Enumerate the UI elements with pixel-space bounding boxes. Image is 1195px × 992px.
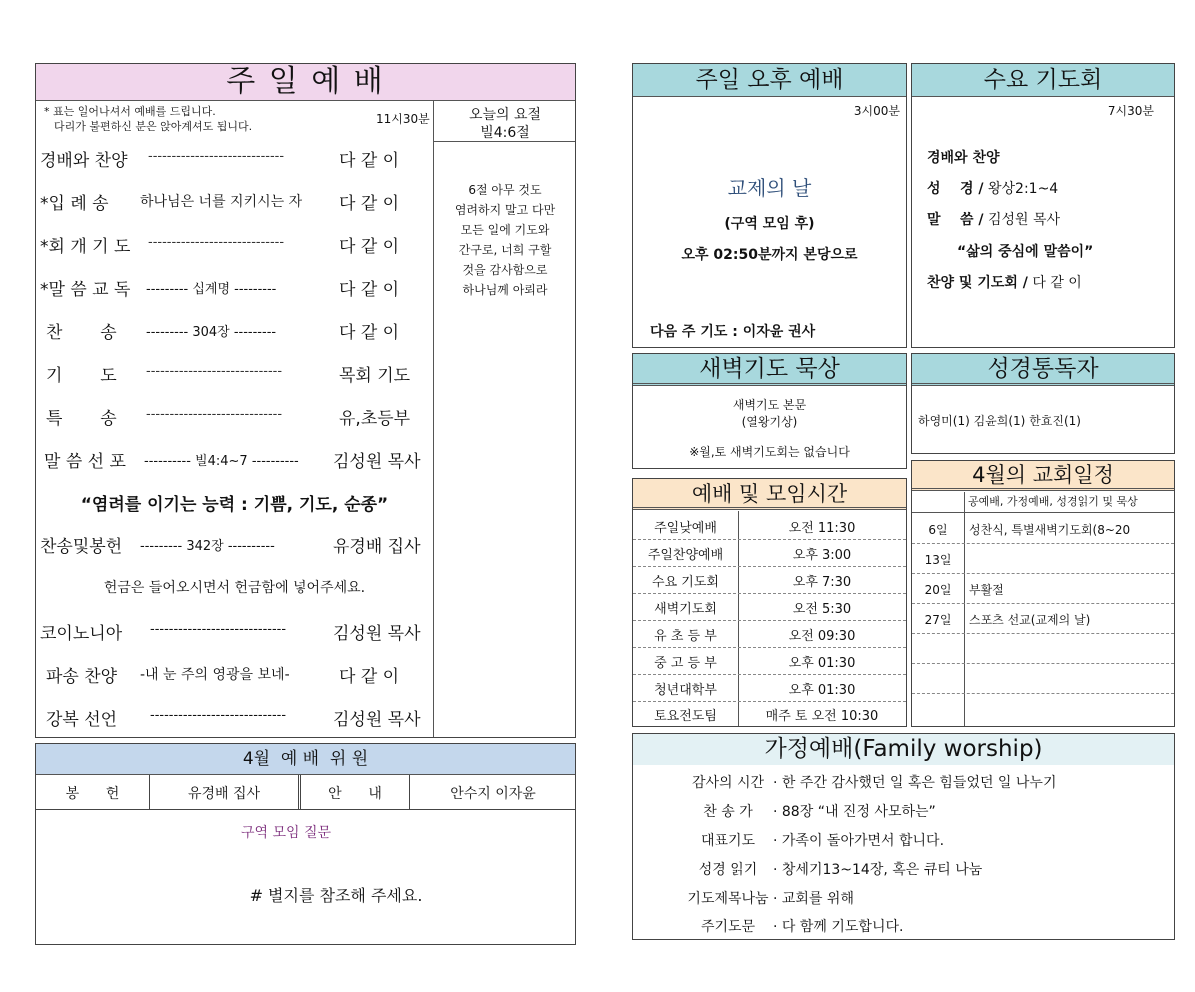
- wednesday-line4: “삶의 중심에 말씀이”: [957, 244, 1094, 260]
- worship-time: 11시30분: [376, 112, 430, 126]
- meeting-times-panel: [632, 478, 907, 727]
- dawn-line2: (열왕기상): [741, 415, 798, 429]
- order-middle: -----------------------------: [148, 235, 285, 250]
- order-label: *회 개 기 도: [40, 237, 131, 257]
- order-middle: --------- 십계명 ---------: [146, 282, 277, 297]
- key-verse-text: [433, 180, 577, 300]
- family-row-text: · 다 함께 기도합니다.: [773, 919, 904, 935]
- family-row-label: 주기도문: [700, 919, 756, 935]
- wednesday-prayer-title: 수요 기도회: [912, 64, 1174, 97]
- calendar-event: 스포츠 선교(교제의 날): [969, 613, 1091, 627]
- calendar-row: [912, 633, 1174, 664]
- order-label: 기 도: [46, 366, 117, 386]
- meeting-row: [633, 512, 906, 540]
- order-middle: ---------- 빌4:4~7 ----------: [144, 454, 299, 469]
- calendar-day: 20일: [924, 583, 952, 597]
- wednesday-line5-value: 다 같 이: [1032, 275, 1082, 291]
- meeting-time: 오전 11:30: [788, 521, 856, 536]
- key-verse-line: 간구로, 너희 구할: [458, 243, 552, 257]
- key-verse-reference: 빌4:6절: [480, 125, 530, 141]
- order-row: [40, 232, 432, 256]
- meeting-row: [633, 674, 906, 702]
- family-row: [633, 913, 1174, 938]
- order-right: 김성원 목사: [333, 452, 421, 472]
- meeting-name: 주일낮예배: [654, 521, 717, 536]
- family-row: [633, 826, 1174, 853]
- calendar-day: 13일: [924, 553, 952, 567]
- april-calendar-title: 4월의 교회일정: [912, 461, 1174, 491]
- afternoon-sub2: 오후 02:50분까지 본당으로: [681, 247, 858, 263]
- committee-row: [36, 775, 575, 810]
- afternoon-sub1: (구역 모임 후): [724, 216, 815, 232]
- meeting-name: 유 초 등 부: [654, 629, 717, 644]
- benediction-row: [40, 705, 432, 729]
- calendar-row: [912, 543, 1174, 574]
- meeting-row: [633, 701, 906, 726]
- dawn-note: ※월,토 새벽기도회는 없습니다: [689, 445, 850, 459]
- order-right: 다 같 이: [339, 194, 400, 214]
- order-row: [40, 361, 432, 385]
- wednesday-line3-value: 김성원 목사: [988, 212, 1061, 228]
- offering-row: [40, 532, 432, 556]
- koinonia-label: 코이노니아: [40, 624, 123, 644]
- sending-label: 파송 찬양: [46, 667, 118, 687]
- family-row-label: 기도제목나눔: [687, 891, 769, 907]
- calendar-row: [912, 573, 1174, 604]
- wednesday-line5: [927, 272, 1082, 292]
- benediction-middle: -----------------------------: [150, 708, 287, 723]
- order-middle: -----------------------------: [146, 364, 283, 379]
- sending-middle: -내 눈 주의 영광을 보네-: [140, 667, 290, 683]
- order-label: *입 례 송: [40, 194, 109, 214]
- calendar-row: [912, 603, 1174, 634]
- meeting-time: 오후 7:30: [792, 575, 852, 590]
- bible-readers-panel: [911, 353, 1175, 454]
- family-row: [633, 797, 1174, 824]
- meeting-time: 오전 09:30: [788, 629, 856, 644]
- afternoon-worship-title: 주일 오후 예배: [633, 64, 906, 97]
- afternoon-worship-panel: [632, 63, 907, 348]
- offering-middle: --------- 342장 ----------: [140, 539, 275, 554]
- standing-note-2: 다리가 불편하신 분은 앉아계셔도 됩니다.: [54, 120, 253, 133]
- dawn-line1: 새벽기도 본문: [732, 398, 807, 412]
- family-row-text: · 88장 “내 진정 사모하는”: [773, 804, 936, 820]
- meeting-time: 오후 01:30: [788, 656, 856, 671]
- key-verse-line: 모든 일에 기도와: [460, 223, 550, 237]
- order-label: 경배와 찬양: [40, 151, 128, 171]
- dawn-prayer-panel: [632, 353, 907, 469]
- benediction-right: 김성원 목사: [333, 710, 421, 730]
- offering-label: 찬송및봉헌: [40, 537, 123, 557]
- calendar-event: 부활절: [969, 583, 1004, 597]
- wednesday-line3-label: 말 씀 /: [927, 212, 984, 228]
- meeting-name: 중 고 등 부: [654, 656, 717, 671]
- wednesday-prayer-time: 7시30분: [1107, 104, 1154, 118]
- meeting-times-title: 예배 및 모임시간: [633, 479, 906, 510]
- usher-duty-people: 안수지 이자윤: [450, 786, 536, 802]
- sunday-worship-panel: [35, 63, 576, 738]
- order-row: [40, 404, 432, 428]
- family-row-label: 감사의 시간: [691, 775, 765, 791]
- family-row-text: · 가족이 돌아가면서 합니다.: [773, 833, 945, 849]
- order-middle: -----------------------------: [148, 149, 285, 164]
- order-label: 찬 송: [46, 323, 117, 343]
- afternoon-worship-time: 3시00분: [853, 104, 900, 118]
- wednesday-prayer-panel: [911, 63, 1175, 348]
- group-question-note: # 별지를 참조해 주세요.: [249, 886, 423, 905]
- family-row-label: 찬 송 가: [703, 804, 753, 820]
- standing-note-1: * 표는 일어나셔서 예배를 드립니다.: [44, 105, 216, 118]
- calendar-day: 27일: [924, 613, 952, 627]
- family-row-label: 대표기도: [700, 833, 756, 849]
- order-row: [40, 146, 432, 170]
- afternoon-event: 교제의 날: [727, 176, 812, 200]
- calendar-row: [912, 513, 1174, 544]
- key-verse-line: 것을 감사함으로: [462, 263, 548, 277]
- offering-duty-label: 봉 헌: [65, 786, 120, 802]
- family-row-text: · 창세기13~14장, 혹은 큐티 나눔: [773, 862, 983, 878]
- koinonia-middle: -----------------------------: [150, 622, 287, 637]
- order-right: 다 같 이: [339, 151, 400, 171]
- key-verse-title: 오늘의 요절: [468, 107, 542, 123]
- order-row: [40, 318, 432, 342]
- koinonia-right: 김성원 목사: [333, 624, 421, 644]
- key-verse-line: 염려하지 말고 다만: [454, 203, 556, 217]
- april-committee-panel: [35, 743, 576, 945]
- sending-right: 다 같 이: [339, 667, 400, 687]
- sending-row: [40, 662, 432, 686]
- family-worship-panel: [632, 733, 1175, 940]
- april-calendar-panel: [911, 460, 1175, 727]
- family-row: [633, 884, 1174, 911]
- bible-readers-title: 성경통독자: [912, 354, 1174, 386]
- order-row: [40, 447, 432, 471]
- family-row: [633, 855, 1174, 882]
- meeting-row: [633, 539, 906, 567]
- wednesday-line5-label: 찬양 및 기도회 /: [927, 275, 1028, 291]
- wednesday-line2: [927, 178, 1058, 198]
- wednesday-line3: [927, 209, 1060, 229]
- order-label: *말 씀 교 독: [40, 280, 131, 300]
- wednesday-line2-value: 왕상2:1~4: [988, 181, 1059, 197]
- key-verse-line: 하나님께 아뢰라: [462, 283, 548, 297]
- order-middle: -----------------------------: [146, 407, 283, 422]
- family-row-text: · 한 주간 감사했던 일 혹은 힘들었던 일 나누기: [773, 775, 1057, 791]
- usher-duty-label: 안 내: [328, 786, 382, 802]
- dawn-prayer-title: 새벽기도 묵상: [633, 354, 906, 386]
- order-right: 다 같 이: [339, 280, 400, 300]
- meeting-time: 매주 토 오전 10:30: [765, 709, 879, 724]
- offering-right: 유경배 집사: [333, 537, 421, 557]
- order-label: 특 송: [46, 409, 117, 429]
- meeting-row: [633, 566, 906, 594]
- meeting-name: 토요전도팀: [654, 709, 717, 724]
- next-prayer: 다음 주 기도 : 이자윤 권사: [650, 324, 816, 340]
- offering-note: 헌금은 들어오시면서 헌금함에 넣어주세요.: [103, 580, 366, 596]
- calendar-header-note: 공예배, 가정예배, 성경읽기 및 묵상: [968, 495, 1138, 508]
- order-row: [40, 189, 432, 213]
- order-right: 다 같 이: [339, 237, 400, 257]
- order-right: 다 같 이: [339, 323, 400, 343]
- offering-duty-person: 유경배 집사: [187, 786, 261, 802]
- committee-title: 4월 예 배 위 원: [36, 744, 575, 775]
- calendar-day: 6일: [928, 523, 948, 537]
- wednesday-line1: 경배와 찬양: [927, 150, 1000, 166]
- meeting-time: 오후 3:00: [792, 548, 852, 563]
- order-middle: --------- 304장 ---------: [146, 325, 277, 340]
- order-row: [40, 275, 432, 299]
- order-middle: 하나님은 너를 지키시는 자: [140, 194, 303, 210]
- order-right: 목회 기도: [339, 366, 411, 386]
- koinonia-row: [40, 619, 432, 643]
- key-verse-line: 6절 아무 것도: [468, 183, 542, 197]
- meeting-name: 주일찬양예배: [647, 548, 724, 563]
- meeting-row: [633, 620, 906, 648]
- meeting-name: 청년대학부: [654, 683, 717, 698]
- calendar-event: 성찬식, 특별새벽기도회(8~20: [969, 523, 1131, 537]
- calendar-row: [912, 693, 1174, 726]
- family-row-text: · 교회를 위해: [773, 891, 854, 907]
- calendar-row: [912, 663, 1174, 694]
- order-right: 유,초등부: [339, 409, 411, 429]
- order-label: 말 씀 선 포: [44, 452, 126, 472]
- group-question-title: 구역 모임 질문: [240, 825, 332, 841]
- meeting-time: 오전 5:30: [792, 602, 852, 617]
- bible-readers-names: 하영미(1) 김윤희(1) 한효진(1): [918, 414, 1081, 428]
- sermon-title: “염려를 이기는 능력 : 기쁨, 기도, 순종”: [80, 495, 389, 515]
- meeting-row: [633, 593, 906, 621]
- family-row-label: 성경 읽기: [698, 862, 758, 878]
- meeting-name: 새벽기도회: [654, 602, 717, 617]
- family-worship-title: 가정예배(Family worship): [633, 734, 1174, 765]
- family-row: [633, 768, 1174, 795]
- benediction-label: 강복 선언: [46, 710, 118, 730]
- meeting-row: [633, 647, 906, 675]
- meeting-name: 수요 기도회: [652, 575, 719, 590]
- sunday-worship-title: 주 일 예 배: [36, 64, 575, 101]
- wednesday-line2-label: 성 경 /: [927, 181, 984, 197]
- meeting-time: 오후 01:30: [788, 683, 856, 698]
